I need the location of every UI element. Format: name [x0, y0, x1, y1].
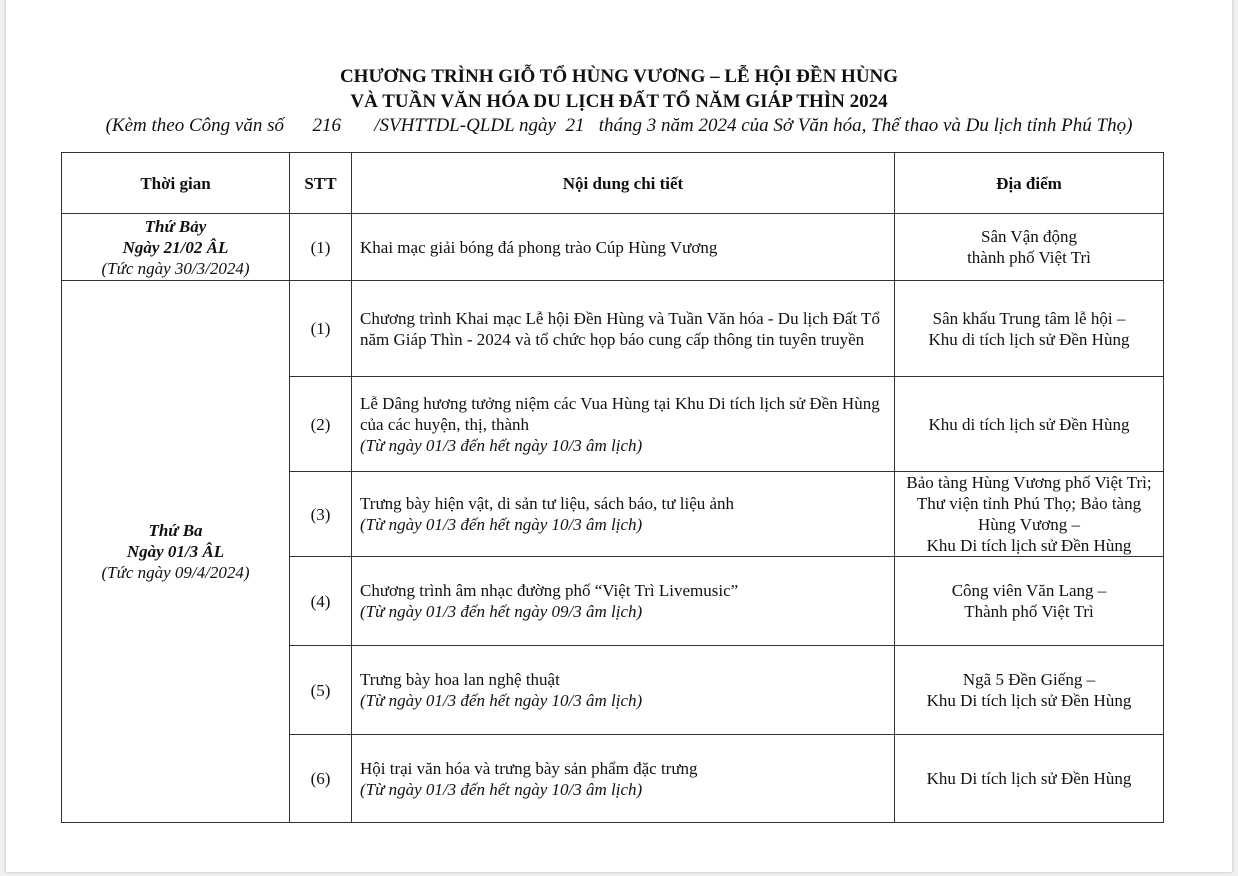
- content-cell: [352, 281, 895, 377]
- content-note: (Từ ngày 01/3 đến hết ngày 10/3 âm lịch): [360, 435, 643, 455]
- header-time: Thời gian: [62, 153, 290, 214]
- location-cell: [895, 735, 1164, 823]
- header-location: Địa điểm: [895, 153, 1164, 214]
- document-title-line-1: CHƯƠNG TRÌNH GIỖ TỔ HÙNG VƯƠNG – LỄ HỘI ĐỀN HÙNG: [339, 66, 899, 87]
- location-cell: [895, 646, 1164, 735]
- content-text: Trưng bày hoa lan nghệ thuật: [360, 670, 560, 689]
- content-note: (Từ ngày 01/3 đến hết ngày 09/3 âm lịch): [360, 602, 643, 621]
- location-line: Khu di tích lịch sử Đền Hùng: [928, 329, 1130, 349]
- day-name: Thứ Bảy: [144, 216, 207, 236]
- content-text: Chương trình Khai mạc Lễ hội Đền Hùng và Tuần Văn hóa - Du lịch Đất Tổ năm Giáp Thìn - 2024 và tổ chức họp báo cung cấp thông tin tuyên truyền: [360, 308, 880, 349]
- content-note: (Từ ngày 01/3 đến hết ngày 10/3 âm lịch): [360, 515, 643, 534]
- header-stt: STT: [290, 153, 352, 214]
- content-cell: [352, 214, 895, 281]
- location-line: Công viên Văn Lang –: [951, 581, 1107, 600]
- location-line: Bảo tàng Hùng Vương phố Việt Trì; Thư viện tỉnh Phú Thọ; Bảo tàng Hùng Vương –: [906, 473, 1152, 534]
- content-text: Hội trại văn hóa và trưng bày sản phẩm đặc trưng: [360, 758, 698, 778]
- stt-cell: (1): [290, 281, 352, 377]
- day-date: Ngày 21/02 ÂL: [122, 237, 229, 257]
- location-line: Khu Di tích lịch sử Đền Hùng: [926, 536, 1132, 555]
- stt-cell: (5): [290, 646, 352, 735]
- content-note: (Từ ngày 01/3 đến hết ngày 10/3 âm lịch): [360, 779, 643, 799]
- content-cell: [352, 646, 895, 735]
- day-name: Thứ Ba: [148, 521, 203, 540]
- content-text: Khai mạc giải bóng đá phong trào Cúp Hùng Vương: [360, 237, 718, 257]
- content-text: Trưng bày hiện vật, di sản tư liệu, sách báo, tư liệu ảnh: [360, 494, 735, 513]
- day-alt-date: (Tức ngày 09/4/2024): [101, 563, 250, 582]
- header-content: Nội dung chi tiết: [352, 153, 895, 214]
- stt-cell: (4): [290, 557, 352, 646]
- table-row: [62, 281, 1164, 377]
- location-cell: [895, 377, 1164, 472]
- location-line: Khu Di tích lịch sử Đền Hùng: [926, 769, 1132, 788]
- location-line: Khu di tích lịch sử Đền Hùng: [928, 414, 1130, 434]
- table-header-row: [62, 153, 1164, 214]
- location-line: Thành phố Việt Trì: [964, 602, 1094, 621]
- stt-cell: (3): [290, 472, 352, 557]
- content-cell: [352, 472, 895, 557]
- location-line: Sân khấu Trung tâm lễ hội –: [932, 308, 1126, 328]
- stt-cell: (2): [290, 377, 352, 472]
- day-date: Ngày 01/3 ÂL: [126, 542, 225, 561]
- document-subtitle: (Kèm theo Công văn số 216 /SVHTTDL-QLDL ngày 21 tháng 3 năm 2024 của Sở Văn hóa, Thể thao và Du lịch tỉnh Phú Thọ): [105, 115, 1133, 136]
- day-alt-date: (Tức ngày 30/3/2024): [101, 258, 250, 278]
- content-cell: [352, 377, 895, 472]
- schedule-table: [61, 152, 1164, 823]
- location-line: Ngã 5 Đền Giếng –: [962, 670, 1096, 689]
- content-text: Lễ Dâng hương tưởng niệm các Vua Hùng tại Khu Di tích lịch sử Đền Hùng của các huyện, thị, thành: [360, 393, 880, 434]
- location-line: Khu Di tích lịch sử Đền Hùng: [926, 691, 1132, 710]
- stt-cell: (6): [290, 735, 352, 823]
- document-title-line-2: VÀ TUẦN VĂN HÓA DU LỊCH ĐẤT TỔ NĂM GIÁP THÌN 2024: [350, 91, 888, 112]
- day-cell: [62, 214, 290, 281]
- location-cell: [895, 281, 1164, 377]
- location-cell: [895, 214, 1164, 281]
- location-line: thành phố Việt Trì: [967, 248, 1091, 267]
- location-cell: [895, 472, 1164, 557]
- content-note: (Từ ngày 01/3 đến hết ngày 10/3 âm lịch): [360, 691, 643, 710]
- table-row: [62, 214, 1164, 281]
- content-text: Chương trình âm nhạc đường phố “Việt Trì Livemusic”: [360, 581, 739, 600]
- stt-cell: (1): [290, 214, 352, 281]
- location-cell: [895, 557, 1164, 646]
- content-cell: [352, 735, 895, 823]
- location-line: Sân Vận động: [980, 227, 1077, 246]
- content-cell: [352, 557, 895, 646]
- day-cell: [62, 281, 290, 823]
